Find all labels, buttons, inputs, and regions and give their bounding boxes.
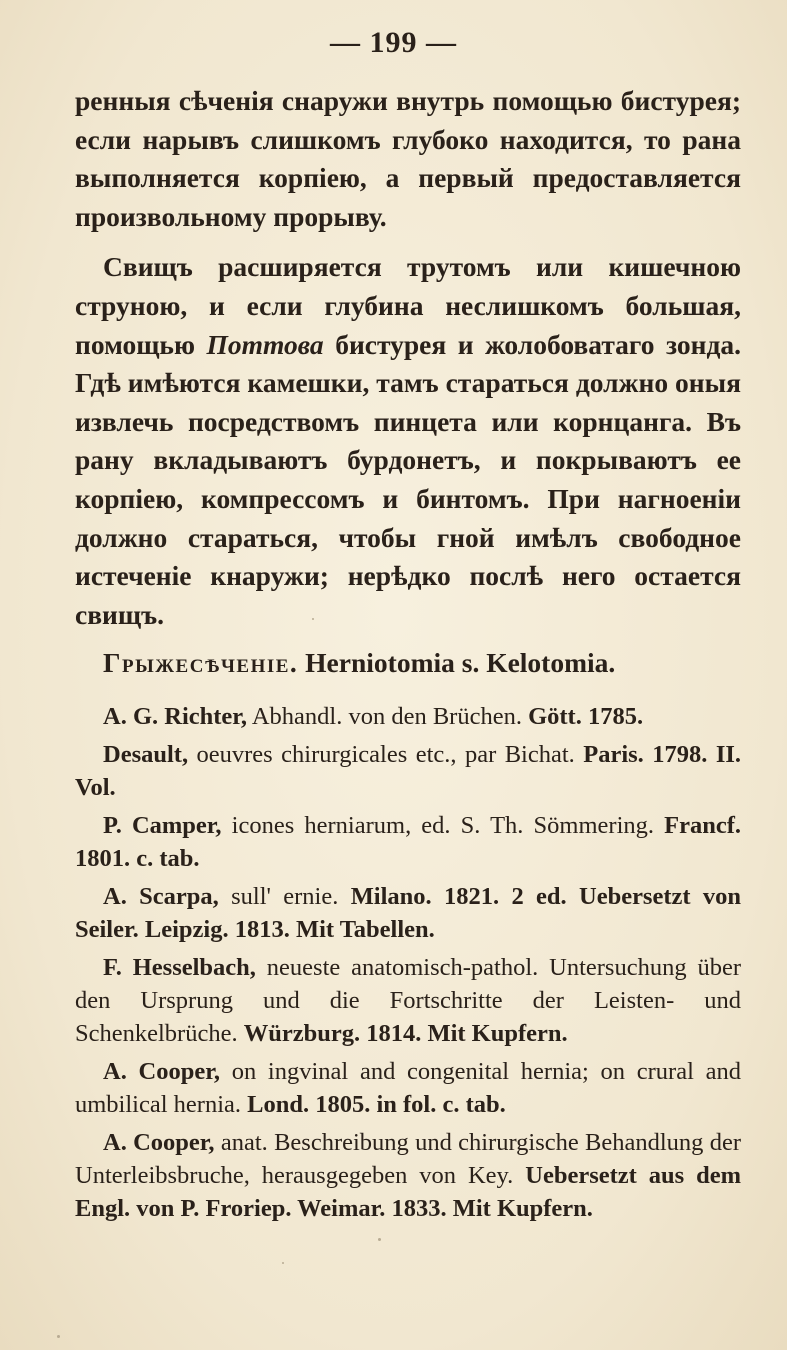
paper-speck bbox=[312, 618, 314, 620]
reference-author: P. Camper, bbox=[103, 812, 222, 839]
reference-title: anat. Beschreibung und chirurgische Behandlung der Unterleibsbruche, herausgegeben von Key. bbox=[75, 1129, 741, 1189]
paragraph-2 bbox=[75, 248, 741, 634]
reference-item bbox=[75, 700, 741, 733]
paragraph-2-text-end: бистурея и жолобоватаго зонда. Гдѣ имѣются камешки, тамъ стараться должно оныя извлечь посредствомъ пинцета или корнцанга. Въ рану вкладываютъ бурдонетъ, и покрываютъ ее корпіею, компрессомъ и бинтомъ. При нагноеніи должно стараться, чтобы гной имѣлъ свободное истеченіе кнаружи; нерѣдко послѣ него остается свищъ. bbox=[75, 328, 742, 630]
reference-publication: Würzburg. 1814. Mit Kupfern. bbox=[243, 1020, 568, 1047]
reference-item bbox=[75, 1126, 741, 1225]
reference-publication: Gött. 1785. bbox=[528, 703, 644, 730]
reference-author: Desault, bbox=[103, 741, 189, 768]
reference-title: on ingvinal and congenital hernia; on crural and umbilical hernia. bbox=[75, 1058, 741, 1118]
reference-publication: Milano. 1821. 2 ed. Uebersetzt von Seiler. Leipzig. 1813. Mit Tabellen. bbox=[75, 883, 741, 943]
paragraph-2-italic-name: Поттова bbox=[206, 328, 324, 360]
section-heading-latin: Herniotomia s. Kelotomia. bbox=[305, 647, 616, 678]
reference-item bbox=[75, 809, 741, 875]
references-list bbox=[75, 700, 741, 1230]
reference-item bbox=[75, 880, 741, 946]
reference-publication: Francf. 1801. c. tab. bbox=[75, 812, 741, 872]
reference-author: A. Cooper, bbox=[103, 1058, 220, 1085]
paragraph-1-text: ренныя сѣченія снаружи внутрь помощью бистурея; если нарывъ слишкомъ глубоко находится, то рана выполняется корпіею, а первый предоставляется произвольному прорыву. bbox=[75, 85, 741, 232]
reference-author: F. Hesselbach, bbox=[103, 954, 256, 981]
reference-title: oeuvres chirurgicales etc., par Bichat. bbox=[188, 741, 584, 768]
reference-publication: Uebersetzt aus dem Engl. von P. Froriep. Weimar. 1833. Mit Kupfern. bbox=[75, 1162, 741, 1222]
reference-publication: Lond. 1805. in fol. c. tab. bbox=[247, 1091, 506, 1118]
paper-speck bbox=[378, 1238, 381, 1241]
reference-item bbox=[75, 738, 741, 804]
reference-item bbox=[75, 951, 741, 1050]
reference-item bbox=[75, 1055, 741, 1121]
paper-speck bbox=[282, 1262, 284, 1264]
paper-speck bbox=[57, 1335, 60, 1338]
paragraph-1 bbox=[75, 82, 741, 236]
reference-author: A. G. Richter, bbox=[103, 703, 248, 730]
section-heading bbox=[75, 645, 741, 681]
section-heading-russian: Грыжесѣченіе. bbox=[103, 647, 299, 678]
reference-author: A. Scarpa, bbox=[103, 883, 219, 910]
reference-publication: Paris. 1798. II. Vol. bbox=[75, 741, 742, 801]
paragraph-2-text-start: Свищъ расширяется трутомъ или кишечною струною, и если глубина неслишкомъ большая, помощью bbox=[75, 251, 741, 360]
reference-title: Abhandl. von den Brüchen. bbox=[247, 703, 529, 730]
body-text bbox=[75, 82, 741, 634]
page-number: — 199 — bbox=[330, 26, 457, 59]
reference-title: icones herniarum, ed. S. Th. Sömmering. bbox=[221, 812, 665, 839]
reference-title: neueste anatomisch-pathol. Untersuchung über den Ursprung und die Fortschritte der Leisten- und Schenkelbrüche. bbox=[75, 954, 741, 1047]
reference-title: sull' ernie. bbox=[218, 883, 351, 910]
reference-author: A. Cooper, bbox=[103, 1129, 215, 1156]
